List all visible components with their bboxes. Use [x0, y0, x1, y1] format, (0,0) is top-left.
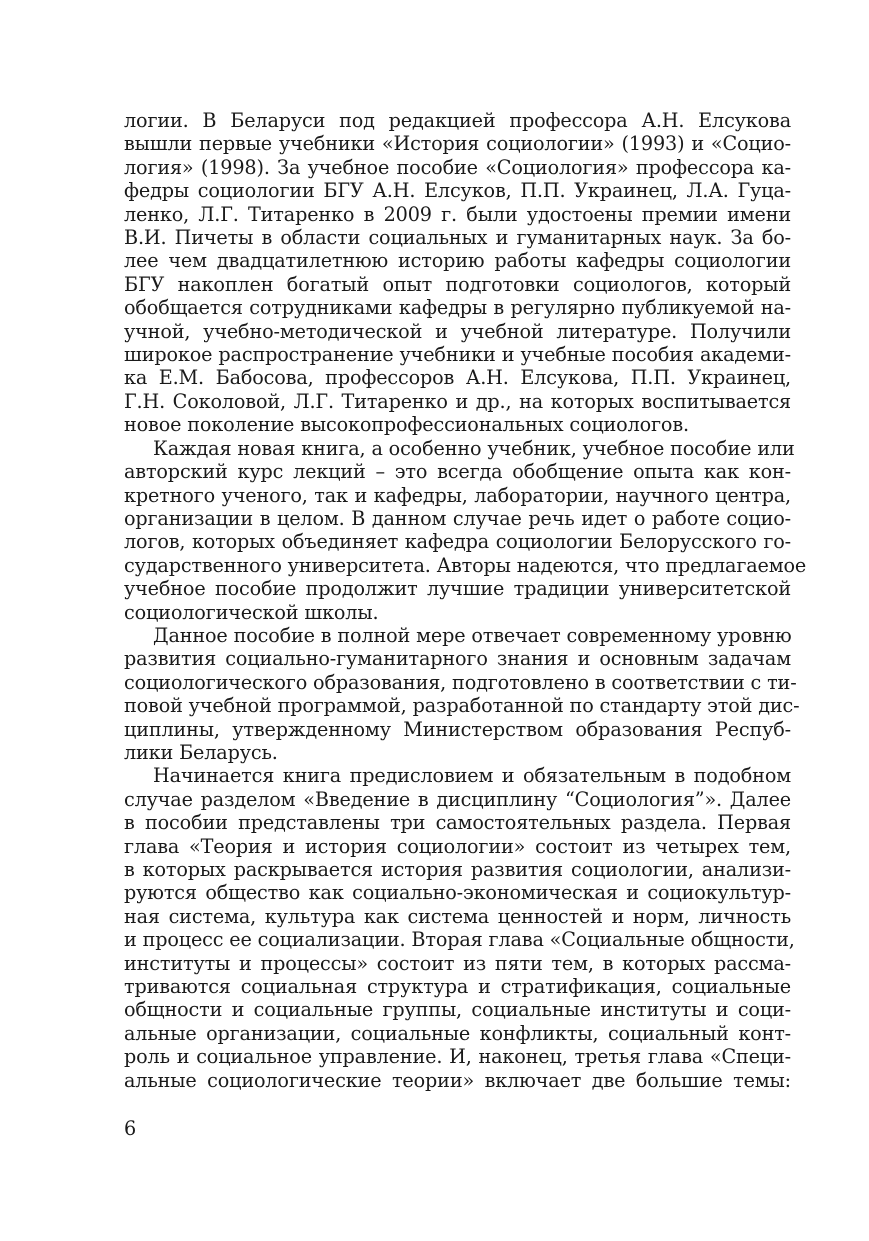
- text-line: учебное пособие продолжит лучшие традиции университетской: [124, 577, 791, 601]
- text-line: вышли первые учебники «История социологии» (1993) и «Социо-: [124, 132, 791, 156]
- text-line: триваются социальная структура и стратификация, социальные: [124, 975, 791, 999]
- text-line: обобщается сотрудниками кафедры в регулярно публикуемой на-: [124, 296, 791, 320]
- text-line: кретного ученого, так и кафедры, лаборатории, научного центра,: [124, 483, 791, 507]
- text-line: в пособии представлены три самостоятельных раздела. Первая: [124, 811, 791, 835]
- text-line: логии. В Беларуси под редакцией профессора А.Н. Елсукова: [124, 109, 791, 132]
- text-line: БГУ накоплен богатый опыт подготовки социологов, который: [124, 272, 791, 296]
- text-line: федры социологии БГУ А.Н. Елсуков, П.П. Украинец, Л.А. Гуца-: [124, 179, 791, 203]
- text-line: Начинается книга предисловием и обязательным в подобном: [153, 764, 791, 788]
- text-line: логов, которых объединяет кафедра социологии Белорусского го-: [124, 530, 791, 554]
- text-line: учной, учебно-методической и учебной литературе. Получили: [124, 319, 791, 343]
- text-line: альные организации, социальные конфликты, социальный конт-: [124, 1021, 791, 1045]
- text-line: институты и процессы» состоит из пяти тем, в которых рассма-: [124, 951, 791, 975]
- text-line: новое поколение высокопрофессиональных социологов.: [124, 413, 689, 437]
- text-line: общности и социальные группы, социальные институты и соци-: [124, 998, 791, 1022]
- text-line: сударственного университета. Авторы надеются, что предлагаемое: [124, 553, 807, 577]
- text-line: развития социально-гуманитарного знания и основным задачам: [124, 647, 791, 671]
- page-body: [124, 109, 807, 1092]
- text-line: Данное пособие в полной мере отвечает современному уровню: [153, 623, 792, 647]
- text-line: руются общество как социально-экономическая и социокультур-: [124, 881, 791, 905]
- text-line: ленко, Л.Г. Титаренко в 2009 г. были удостоены премии имени: [124, 202, 791, 226]
- text-line: в которых раскрывается история развития социологии, анализи-: [124, 858, 791, 881]
- text-line: и процесс ее социализации. Вторая глава «Социальные общности,: [124, 928, 795, 952]
- text-line: социологической школы.: [124, 600, 379, 624]
- text-line: логия» (1998). За учебное пособие «Социология» профессора ка-: [124, 155, 791, 179]
- text-line: ная система, культура как система ценностей и норм, личность: [124, 904, 791, 928]
- text-line: лики Беларусь.: [124, 740, 278, 764]
- text-line: социологического образования, подготовлено в соответствии с ти-: [124, 670, 797, 694]
- text-line: В.И. Пичеты в области социальных и гуманитарных наук. За бо-: [124, 226, 791, 250]
- paragraph: [124, 764, 795, 1092]
- text-line: глава «Теория и история социологии» состоит из четырех тем,: [124, 834, 791, 858]
- page-number: 6: [124, 1117, 137, 1140]
- text-line: широкое распространение учебники и учебные пособия академи-: [124, 343, 791, 367]
- text-line: случае разделом «Введение в дисциплину “Социология”». Далее: [124, 787, 791, 811]
- text-line: циплины, утвержденному Министерством образования Респуб-: [124, 717, 791, 741]
- text-line: Каждая новая книга, а особенно учебник, учебное пособие или: [153, 436, 795, 460]
- text-line: ка Е.М. Бабосова, профессоров А.Н. Елсукова, П.П. Украинец,: [124, 366, 791, 390]
- paragraph: [124, 436, 807, 624]
- text-line: организации в целом. В данном случае речь идет о работе социо-: [124, 506, 791, 530]
- text-line: альные социологические теории» включает две большие темы:: [124, 1068, 791, 1092]
- paragraph: [124, 109, 791, 437]
- text-line: лее чем двадцатилетнюю историю работы кафедры социологии: [124, 249, 791, 273]
- paragraph: [124, 623, 800, 764]
- text-line: Г.Н. Соколовой, Л.Г. Титаренко и др., на которых воспитывается: [124, 389, 791, 413]
- text-line: авторский курс лекций – это всегда обобщение опыта как кон-: [124, 460, 791, 484]
- text-line: роль и социальное управление. И, наконец, третья глава «Специ-: [124, 1045, 791, 1069]
- text-line: повой учебной программой, разработанной по стандарту этой дис-: [124, 694, 800, 718]
